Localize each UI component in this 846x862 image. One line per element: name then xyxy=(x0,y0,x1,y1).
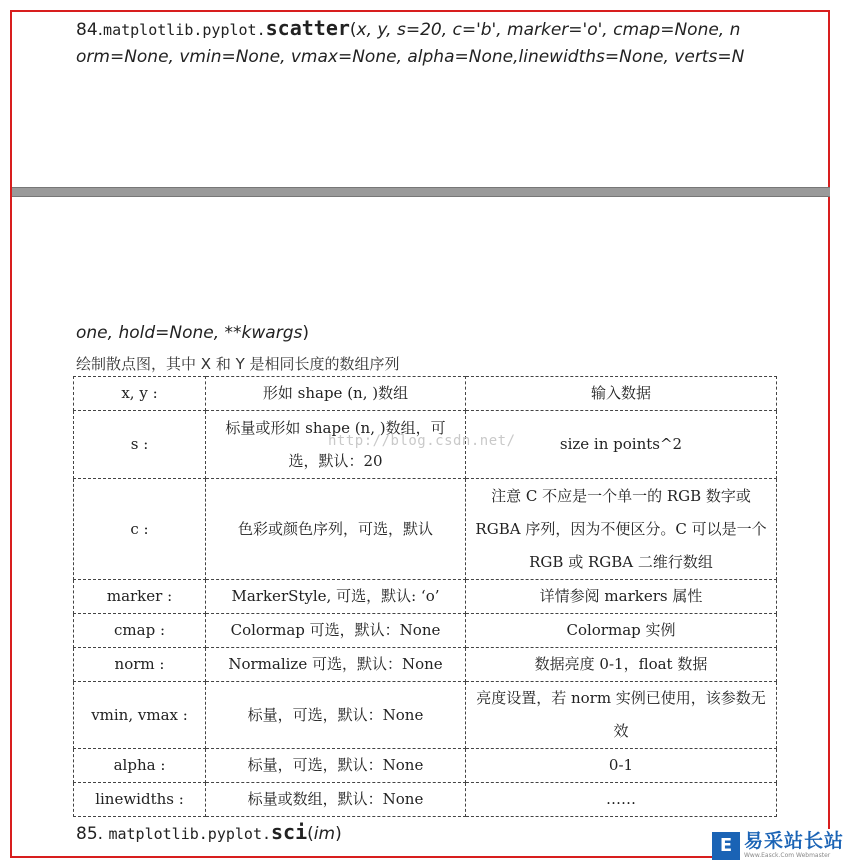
page-break-divider xyxy=(12,187,830,197)
site-logo-name: 易采站长站 xyxy=(744,830,845,852)
site-logo[interactable] xyxy=(712,829,846,862)
param-name-cell: marker : xyxy=(74,580,206,614)
footer-module-path: matplotlib.pyplot. xyxy=(108,825,272,843)
site-logo-subtitle: Www.Easck.Com Webmaster xyxy=(744,852,831,859)
footer-paren-close: ) xyxy=(335,824,342,844)
param-name-cell: vmin, vmax : xyxy=(74,682,206,749)
signature-args-line-3: one, hold=None, **kwargs xyxy=(76,323,303,343)
param-type-cell: 形如 shape (n, )数组 xyxy=(206,377,466,411)
footer-function-name: sci xyxy=(271,820,308,844)
param-desc-cell: Colormap 实例 xyxy=(466,614,777,648)
param-desc-cell: 数据亮度 0-1，float 数据 xyxy=(466,648,777,682)
param-name-cell: alpha : xyxy=(74,749,206,783)
table-row xyxy=(74,614,777,648)
param-type-cell: 色彩或颜色序列，可选，默认 xyxy=(206,479,466,580)
param-desc-cell: 注意 C 不应是一个单一的 RGB 数字或 RGBA 序列，因为不便区分。C 可以是一个 RGB 或 RGBA 二维行数组 xyxy=(466,479,777,580)
table-row xyxy=(74,377,777,411)
site-logo-icon: E xyxy=(712,832,740,860)
param-type-cell: Colormap 可选，默认：None xyxy=(206,614,466,648)
table-row xyxy=(74,749,777,783)
function-name: scatter xyxy=(265,16,350,40)
signature-args-line-1: x, y, s=20, c='b', marker='o', cmap=None, n xyxy=(356,20,741,40)
param-type-cell: Normalize 可选，默认：None xyxy=(206,648,466,682)
paren-close: ) xyxy=(302,323,309,343)
param-type-cell: 标量，可选，默认：None xyxy=(206,682,466,749)
table-row xyxy=(74,783,777,817)
param-name-cell: c : xyxy=(74,479,206,580)
next-section-signature xyxy=(76,820,342,844)
param-desc-cell: 详情参阅 markers 属性 xyxy=(466,580,777,614)
function-description: 绘制散点图，其中 X 和 Y 是相同长度的数组序列 xyxy=(76,355,400,373)
param-type-cell: 标量，可选，默认：None xyxy=(206,749,466,783)
param-name-cell: cmap : xyxy=(74,614,206,648)
param-type-cell: 标量或形如 shape (n, )数组，可选，默认：20 xyxy=(206,411,466,479)
signature-continuation xyxy=(76,321,309,345)
footer-section-number: 85. xyxy=(76,824,104,844)
param-desc-cell: …… xyxy=(466,783,777,817)
paren-open: ( xyxy=(349,20,357,40)
table-row xyxy=(74,580,777,614)
param-name-cell: x, y : xyxy=(74,377,206,411)
param-desc-cell: 亮度设置，若 norm 实例已使用，该参数无效 xyxy=(466,682,777,749)
param-type-cell: MarkerStyle, 可选，默认: ‘o’ xyxy=(206,580,466,614)
table-row xyxy=(74,682,777,749)
signature-line-1 xyxy=(76,16,740,42)
signature-args-line-2: orm=None, vmin=None, vmax=None, alpha=None,linewidths=None, verts=N xyxy=(76,47,745,67)
module-path: matplotlib.pyplot. xyxy=(103,21,266,39)
table-row xyxy=(74,479,777,580)
footer-arg: im xyxy=(313,824,336,844)
param-desc-cell: 0-1 xyxy=(466,749,777,783)
blog-watermark: http://blog.csdn.net/ xyxy=(328,433,516,449)
param-desc-cell: 输入数据 xyxy=(466,377,777,411)
param-name-cell: linewidths : xyxy=(74,783,206,817)
table-row xyxy=(74,648,777,682)
section-number: 84. xyxy=(76,20,104,40)
site-logo-text xyxy=(744,832,844,859)
footer-paren-open: ( xyxy=(307,824,314,844)
param-name-cell: norm : xyxy=(74,648,206,682)
param-desc-cell: size in points^2 xyxy=(466,411,777,479)
param-name-cell: s : xyxy=(74,411,206,479)
param-type-cell: 标量或数组，默认：None xyxy=(206,783,466,817)
